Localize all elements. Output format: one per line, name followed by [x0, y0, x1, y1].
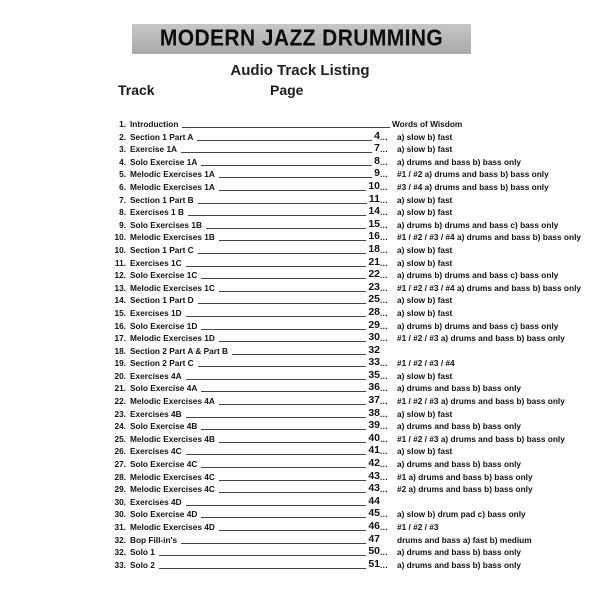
track-row	[110, 282, 580, 295]
track-dots: ...	[380, 219, 388, 230]
track-dots: ...	[380, 232, 388, 243]
track-name: Section 1 Part A	[130, 131, 194, 142]
leader-line	[219, 530, 366, 531]
track-description: a) slow b) fast	[397, 194, 453, 205]
track-row	[110, 445, 580, 458]
track-row	[110, 534, 580, 547]
subtitle: Audio Track Listing	[230, 62, 370, 79]
leader-line	[206, 228, 366, 229]
leader-line	[201, 391, 366, 392]
leader-line	[219, 442, 366, 443]
track-page: 43	[368, 469, 380, 482]
track-name: Exercises 4B	[130, 408, 182, 419]
track-number: 13.	[114, 282, 126, 293]
track-description: #1 a) drums and bass b) bass only	[397, 471, 533, 482]
leader-line	[198, 203, 367, 204]
track-description: drums and bass a) fast b) medium	[397, 534, 532, 545]
track-name: Section 1 Part C	[130, 244, 194, 255]
track-page: 16	[368, 230, 380, 243]
track-page: 51	[368, 557, 380, 570]
track-dots: ...	[380, 433, 388, 444]
track-row	[110, 320, 580, 333]
track-name: Section 1 Part D	[130, 295, 194, 306]
track-description: a) slow b) fast	[397, 446, 453, 457]
track-page: 32	[368, 343, 380, 356]
track-row	[110, 458, 580, 471]
leader-line	[219, 341, 366, 342]
track-name: Melodic Exercises 4B	[130, 433, 215, 444]
track-dots: ...	[380, 383, 388, 394]
track-page: 35	[368, 368, 380, 381]
track-row	[110, 206, 580, 219]
track-row	[110, 559, 580, 572]
track-page: 21	[368, 255, 380, 268]
track-number: 28.	[114, 471, 126, 482]
track-description: #1 / #2 / #3 / #4 a) drums and bass b) bass only	[397, 232, 581, 243]
leader-line	[219, 404, 366, 405]
track-number: 3.	[119, 144, 126, 155]
track-name: Melodic Exercises 4D	[130, 522, 215, 532]
track-dots: ...	[380, 194, 388, 205]
track-page: 22	[368, 268, 380, 281]
track-row	[110, 433, 580, 446]
track-description: a) drums and bass b) bass only	[397, 459, 522, 470]
track-number: 30.	[114, 509, 126, 520]
leader-line	[201, 165, 372, 166]
track-description: a) slow b) fast	[397, 307, 453, 318]
track-number: 18.	[114, 345, 126, 356]
track-dots: ...	[380, 547, 388, 558]
track-page: 10	[368, 179, 380, 192]
track-row	[110, 395, 580, 408]
track-page: 45	[368, 507, 380, 520]
page-title: MODERN JAZZ DRUMMING	[159, 26, 444, 51]
leader-line	[219, 240, 366, 241]
track-number: 1.	[119, 119, 126, 129]
track-dots: ...	[380, 459, 388, 470]
track-row	[110, 357, 580, 370]
track-name: Solo Exercises 1B	[130, 219, 202, 230]
track-name: Solo Exercise 4D	[130, 509, 198, 520]
leader-line	[219, 291, 366, 292]
track-description: #3 / #4 a) drums and bass b) bass only	[397, 181, 549, 192]
track-number: 7.	[119, 194, 126, 205]
track-description: a) drums b) drums and bass c) bass only	[397, 270, 559, 281]
track-row	[110, 143, 580, 156]
track-description: #2 a) drums and bass b) bass only	[397, 484, 533, 495]
track-name: Solo Exercise 4A	[130, 383, 198, 394]
track-row	[110, 269, 580, 282]
leader-line	[159, 555, 366, 556]
track-page: 9	[374, 167, 380, 180]
track-description: a) drums and bass b) bass only	[397, 156, 522, 167]
track-dots: ...	[380, 484, 388, 495]
track-number: 9.	[119, 219, 126, 230]
leader-line	[198, 303, 366, 304]
track-name: Exercises 4D	[130, 496, 182, 507]
track-number: 15.	[114, 307, 126, 318]
track-dots: ...	[380, 181, 388, 192]
track-row	[110, 156, 580, 169]
track-page: 41	[368, 444, 380, 457]
track-description: a) slow b) drum pad c) bass only	[397, 509, 526, 520]
track-number: 25.	[114, 433, 126, 444]
track-page: 47	[368, 532, 380, 545]
track-description: a) slow b) fast	[397, 131, 453, 142]
track-name: Melodic Exercises 1C	[130, 282, 215, 293]
track-dots: ...	[380, 295, 388, 306]
track-row	[110, 307, 580, 320]
track-description: a) drums b) drums and bass c) bass only	[397, 320, 559, 331]
track-dots: ...	[380, 270, 388, 281]
track-page: 33	[368, 356, 380, 369]
track-page: 23	[368, 280, 380, 293]
track-name: Bop Fill-in's	[130, 534, 178, 545]
track-number: 2.	[119, 131, 126, 142]
track-description: a) drums and bass b) bass only	[397, 421, 522, 432]
track-name: Exercises 4C	[130, 446, 182, 457]
track-page: 4	[374, 129, 380, 142]
track-name: Section 2 Part A & Part B	[130, 345, 229, 356]
leader-line	[219, 480, 366, 481]
leader-line	[186, 454, 366, 455]
leader-line	[201, 429, 366, 430]
track-name: Introduction	[130, 119, 179, 129]
track-number: 5.	[119, 169, 126, 180]
track-row	[110, 181, 580, 194]
track-number: 31.	[114, 522, 126, 532]
track-name: Exercises 1C	[130, 257, 182, 268]
track-dots: ...	[380, 509, 388, 520]
track-name: Solo Exercise 4B	[130, 421, 198, 432]
track-page: 11	[368, 192, 380, 205]
track-name: Melodic Exercises 1D	[130, 333, 215, 344]
track-row	[110, 219, 580, 232]
track-description: #1 / #2 a) drums and bass b) bass only	[397, 169, 549, 180]
track-row	[110, 244, 580, 257]
track-list	[110, 118, 580, 571]
page-column-header: Page	[270, 82, 304, 98]
track-number: 20.	[114, 370, 126, 381]
title-banner	[132, 24, 471, 54]
track-number: 26.	[114, 446, 126, 457]
track-name: Exercise 1A	[130, 144, 178, 155]
leader-line	[181, 543, 366, 544]
track-page: 38	[368, 406, 380, 419]
leader-line	[219, 190, 366, 191]
track-row	[110, 370, 580, 383]
track-dots: ...	[380, 169, 388, 180]
track-page: 25	[368, 293, 380, 306]
track-description: a) slow b) fast	[397, 295, 453, 306]
track-page: 28	[368, 305, 380, 318]
track-name: Solo Exercise 4C	[130, 459, 198, 470]
track-number: 16.	[114, 320, 126, 331]
track-number: 10.	[114, 244, 126, 255]
track-row	[110, 408, 580, 421]
leader-line	[182, 127, 390, 128]
track-page: 36	[368, 381, 380, 394]
track-page: 18	[368, 242, 380, 255]
track-page: 37	[368, 394, 380, 407]
track-number: 14.	[114, 295, 126, 306]
track-name: Melodic Exercises 1B	[130, 232, 215, 243]
track-row	[110, 496, 580, 509]
leader-line	[186, 316, 366, 317]
track-dots: ...	[380, 408, 388, 419]
track-dots: ...	[380, 156, 388, 167]
track-page: 40	[368, 431, 380, 444]
track-name: Solo Exercise 1A	[130, 156, 198, 167]
track-column-header: Track	[118, 82, 155, 98]
track-dots: ...	[380, 207, 388, 218]
track-row	[110, 483, 580, 496]
leader-line	[201, 517, 366, 518]
track-description: a) slow b) fast	[397, 207, 453, 218]
track-number: 30.	[114, 496, 126, 507]
track-dots: ...	[380, 282, 388, 293]
track-description: #1 / #2 / #3 / #4 a) drums and bass b) bass only	[397, 282, 581, 293]
track-name: Solo 2	[130, 559, 155, 570]
track-page: 8	[374, 154, 380, 167]
track-dots: ...	[380, 559, 388, 570]
track-row	[110, 131, 580, 144]
track-number: 10.	[114, 232, 126, 243]
leader-line	[186, 417, 366, 418]
track-page: 46	[368, 520, 380, 532]
track-row	[110, 382, 580, 395]
track-row	[110, 546, 580, 559]
track-row	[110, 345, 580, 358]
track-page: 30	[368, 331, 380, 344]
track-description: #1 / #2 / #3	[397, 522, 439, 532]
leader-line	[201, 467, 366, 468]
track-page: 15	[368, 217, 380, 230]
track-dots: ...	[380, 144, 388, 155]
track-dots: ...	[380, 446, 388, 457]
track-description: a) drums and bass b) bass only	[397, 559, 522, 570]
track-name: Exercises 1D	[130, 307, 182, 318]
track-number: 29.	[114, 484, 126, 495]
track-dots: ...	[380, 471, 388, 482]
track-number: 33.	[114, 559, 126, 570]
track-row	[110, 508, 580, 521]
track-name: Melodic Exercises 1A	[130, 181, 215, 192]
track-description: a) drums b) drums and bass c) bass only	[397, 219, 559, 230]
track-row	[110, 521, 580, 534]
track-number: 32.	[114, 547, 126, 558]
track-name: Melodic Exercises 4A	[130, 396, 215, 407]
track-description: a) drums and bass b) bass only	[397, 547, 522, 558]
track-row	[110, 420, 580, 433]
track-description: a) slow b) fast	[397, 408, 453, 419]
track-description: a) slow b) fast	[397, 244, 453, 255]
track-row	[110, 118, 580, 131]
track-description: a) slow b) fast	[397, 144, 453, 155]
track-name: Exercises 1 B	[130, 207, 184, 218]
track-name: Section 1 Part B	[130, 194, 194, 205]
track-row	[110, 168, 580, 181]
track-dots: ...	[380, 307, 388, 318]
track-dots: ...	[380, 522, 388, 532]
track-number: 23.	[114, 408, 126, 419]
track-dots: ...	[380, 257, 388, 268]
track-dots: ...	[380, 396, 388, 407]
track-row	[110, 257, 580, 270]
track-description: #1 / #2 / #3 a) drums and bass b) bass only	[397, 396, 565, 407]
leader-line	[219, 492, 366, 493]
track-page: 39	[368, 419, 380, 432]
track-number: 6.	[119, 181, 126, 192]
track-description: #1 / #2 / #3 / #4	[397, 358, 455, 369]
track-dots: ...	[380, 358, 388, 369]
leader-line	[201, 329, 366, 330]
track-dots: ...	[380, 320, 388, 331]
track-page: 43	[368, 482, 380, 495]
track-dots: ...	[380, 244, 388, 255]
track-dots: ...	[380, 131, 388, 142]
track-page: 50	[368, 545, 380, 558]
leader-line	[181, 152, 372, 153]
track-number: 17.	[114, 333, 126, 344]
track-number: 21.	[114, 383, 126, 394]
track-name: Exercises 4A	[130, 370, 182, 381]
track-row	[110, 194, 580, 207]
track-row	[110, 332, 580, 345]
track-number: 12.	[114, 270, 126, 281]
track-description: Words of Wisdom	[392, 119, 463, 129]
track-page: 7	[374, 142, 380, 155]
leader-line	[197, 140, 372, 141]
track-number: 19.	[114, 358, 126, 369]
track-name: Melodic Exercises 1A	[130, 169, 215, 180]
track-name: Solo 1	[130, 547, 155, 558]
track-name: Section 2 Part C	[130, 358, 194, 369]
track-dots: ...	[380, 421, 388, 432]
leader-line	[186, 266, 366, 267]
track-name: Melodic Exercises 4C	[130, 471, 215, 482]
leader-line	[198, 253, 366, 254]
track-number: 27.	[114, 459, 126, 470]
track-name: Solo Exercise 1D	[130, 320, 198, 331]
track-description: a) slow b) fast	[397, 370, 453, 381]
track-page: 44	[368, 494, 380, 507]
track-number: 32.	[114, 534, 126, 545]
track-row	[110, 231, 580, 244]
track-name: Solo Exercise 1C	[130, 270, 198, 281]
leader-line	[186, 379, 366, 380]
track-description: a) slow b) fast	[397, 257, 453, 268]
track-number: 4.	[119, 156, 126, 167]
track-number: 24.	[114, 421, 126, 432]
track-page: 42	[368, 457, 380, 470]
leader-line	[188, 215, 366, 216]
track-page: 14	[368, 205, 380, 218]
track-row	[110, 471, 580, 484]
leader-line	[219, 177, 372, 178]
track-number: 11.	[114, 257, 126, 268]
track-name: Melodic Exercises 4C	[130, 484, 215, 495]
track-number: 22.	[114, 396, 126, 407]
track-dots: ...	[380, 333, 388, 344]
leader-line	[201, 278, 366, 279]
track-page: 29	[368, 318, 380, 331]
track-description: a) drums and bass b) bass only	[397, 383, 522, 394]
track-row	[110, 294, 580, 307]
leader-line	[159, 568, 366, 569]
track-description: #1 / #2 / #3 a) drums and bass b) bass only	[397, 433, 565, 444]
leader-line	[198, 366, 366, 367]
track-dots: ...	[380, 370, 388, 381]
track-description: #1 / #2 / #3 a) drums and bass b) bass only	[397, 333, 565, 344]
leader-line	[232, 354, 366, 355]
leader-line	[186, 505, 366, 506]
track-number: 8.	[119, 207, 126, 218]
